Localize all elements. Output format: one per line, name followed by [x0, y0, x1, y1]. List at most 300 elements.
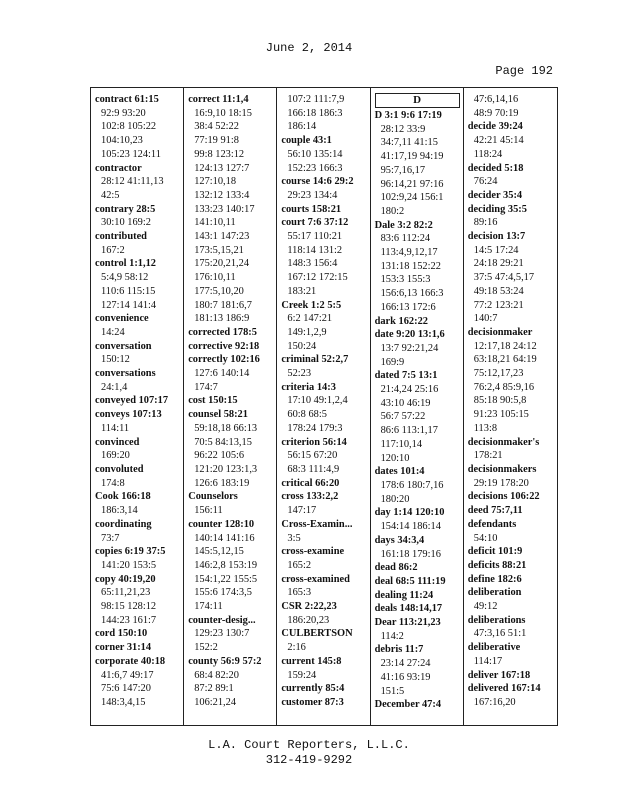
page-line-reference: 49:18 53:24 [473, 285, 524, 297]
index-word: corrected 178:5 [188, 326, 257, 338]
page-line-reference: 177:5,10,20 [194, 285, 244, 297]
page-line-reference: 85:18 90:5,8 [473, 395, 527, 407]
page-line-reference: 91:23 105:15 [473, 409, 529, 421]
index-entry [468, 669, 557, 683]
page-line-reference: 21:4,24 25:16 [380, 384, 439, 396]
page-line-reference: 186:20,23 [287, 614, 330, 626]
index-word: current 145:8 [281, 655, 342, 667]
page-line-reference: 178:24 179:3 [287, 422, 343, 434]
page-line-reference: 146:2,8 153:19 [194, 559, 258, 571]
page-line-reference: 42:21 45:14 [473, 135, 524, 147]
page-line-reference: 132:12 133:4 [194, 189, 250, 201]
page-line-reference: 52:23 [287, 368, 312, 380]
page-line-reference: 180:20 [380, 493, 410, 505]
page-line-reference: 166:18 186:3 [287, 107, 343, 119]
index-entry [95, 203, 183, 230]
index-word: Cook 166:18 [95, 491, 151, 503]
page-line-reference: 92:9 93:20 [101, 107, 146, 119]
page-line-reference: 148:3 156:4 [287, 258, 338, 270]
index-entry [281, 175, 369, 202]
index-entry [468, 518, 557, 545]
index-word: conversation [95, 340, 152, 352]
page-line-reference: 95:7,16,17 [380, 164, 426, 176]
index-column-3 [277, 88, 370, 725]
index-word: deals 148:14,17 [374, 603, 443, 615]
index-word: Dear 113:21,23 [374, 617, 441, 629]
index-word: days 34:3,4 [374, 534, 425, 546]
index-word: county 56:9 57:2 [188, 655, 262, 667]
page-line-reference: 63:18,21 64:19 [473, 354, 537, 366]
page-line-reference: 16:9,10 18:15 [194, 107, 252, 119]
index-word: corner 31:14 [95, 642, 152, 654]
index-word: conveyed 107:17 [95, 395, 169, 407]
index-entry [468, 545, 557, 559]
index-entry [95, 394, 183, 408]
page-line-reference: 68:4 82:20 [194, 669, 239, 681]
index-word: course 14:6 29:2 [281, 176, 354, 188]
page-line-reference: 5:4,9 58:12 [101, 272, 149, 284]
page-line-reference: 113:8 [473, 422, 498, 434]
index-word: dealing 11:24 [374, 589, 434, 601]
page-line-reference: 114:2 [380, 630, 404, 642]
index-word: criterion 56:14 [281, 436, 347, 448]
index-word: cross-examined [281, 573, 350, 585]
index-entry [468, 162, 557, 189]
page-line-reference: 77:19 91:8 [194, 135, 239, 147]
page-line-reference: 87:2 89:1 [194, 683, 234, 695]
page-line-reference: 86:6 113:1,17 [380, 425, 438, 437]
index-word: couple 43:1 [281, 135, 332, 147]
index-word: conveys 107:13 [95, 409, 162, 421]
index-entry [281, 436, 369, 477]
page-line-reference: 99:8 123:12 [194, 148, 245, 160]
page-line-reference: 96:14,21 97:16 [380, 178, 444, 190]
index-entry [95, 463, 183, 490]
page-line-reference: 23:14 27:24 [380, 658, 431, 670]
page-line-reference: 159:24 [287, 669, 317, 681]
index-entry [188, 518, 276, 614]
page-line-reference: 186:3,14 [101, 505, 138, 517]
page-line-reference: 167:12 172:15 [287, 272, 348, 284]
page-line-reference: 183:21 [287, 285, 317, 297]
index-entry [375, 315, 463, 329]
index-word: coordinating [95, 518, 152, 530]
index-entry [281, 696, 369, 710]
page-line-reference: 48:9 70:19 [473, 107, 519, 119]
index-entry [95, 230, 183, 257]
page-line-reference: 28:12 41:11,13 [101, 176, 164, 188]
index-entry [375, 698, 463, 712]
page-line-reference: 167:2 [101, 244, 125, 256]
index-entry [281, 682, 369, 696]
index-entry [281, 93, 369, 134]
index-entry [188, 353, 276, 394]
page-line-reference: 133:23 140:17 [194, 203, 255, 215]
page-number: Page 192 [495, 64, 553, 78]
index-word: courts 158:21 [281, 203, 342, 215]
index-entry [375, 643, 463, 698]
index-entry [95, 490, 183, 517]
index-column-5 [464, 88, 557, 725]
index-entry [95, 340, 183, 367]
index-word: define 182:6 [467, 573, 522, 585]
index-word: decisionmakers [467, 463, 537, 475]
page-line-reference: 77:2 123:21 [473, 299, 524, 311]
page-line-reference: 37:5 47:4,5,17 [473, 272, 535, 284]
index-entry [95, 436, 183, 463]
index-word: court 7:6 37:12 [281, 217, 349, 229]
index-word: counter 128:10 [188, 518, 255, 530]
index-word: defendants [467, 518, 517, 530]
page-line-reference: 14:5 17:24 [473, 244, 519, 256]
index-entry [281, 134, 369, 175]
index-word: deliberation [467, 587, 522, 599]
page-line-reference: 75:6 147:20 [101, 683, 151, 695]
index-word: cross 133:2,2 [281, 491, 339, 503]
index-entry [375, 616, 463, 643]
index-word: date 9:20 13:1,6 [374, 329, 445, 341]
page-line-reference: 60:8 68:5 [287, 409, 327, 421]
index-entry [281, 518, 369, 545]
page-line-reference: 113:4,9,12,17 [380, 247, 438, 259]
index-word: D 3:1 9:6 17:19 [374, 110, 442, 121]
page-line-reference: 129:23 130:7 [194, 628, 250, 640]
index-entry [375, 109, 463, 219]
index-word: convinced [95, 436, 140, 448]
index-entry [95, 367, 183, 394]
reporter-company: L.A. Court Reporters, L.L.C. [208, 738, 410, 752]
page-line-reference: 156:11 [194, 505, 223, 517]
index-word: decisionmaker's [467, 436, 540, 448]
page-line-reference: 76:2,4 85:9,16 [473, 381, 535, 393]
index-word: decision 13:7 [467, 231, 526, 243]
index-entry [281, 545, 369, 572]
index-entry [95, 518, 183, 545]
footer [0, 738, 618, 768]
page-line-reference: 120:10 [380, 452, 410, 464]
index-entry [281, 381, 369, 436]
index-entry [468, 189, 557, 203]
page-line-reference: 29:19 178:20 [473, 477, 529, 489]
index-entry [281, 600, 369, 627]
index-entry [375, 506, 463, 533]
page-line-reference: 124:13 127:7 [194, 162, 250, 174]
page-line-reference: 106:21,24 [194, 696, 237, 708]
index-entry [375, 219, 463, 315]
index-word: conversations [95, 368, 156, 380]
index-entry [281, 299, 369, 354]
page-line-reference: 186:14 [287, 121, 317, 133]
page-line-reference: 38:4 52:22 [194, 121, 239, 133]
reporter-phone: 312-419-9292 [265, 753, 353, 767]
page-line-reference: 144:23 161:7 [101, 614, 157, 626]
index-entry [468, 230, 557, 326]
page-line-reference: 102:8 105:22 [101, 121, 157, 133]
page-line-reference: 59:18,18 66:13 [194, 422, 258, 434]
index-word: CULBERTSON [281, 628, 353, 640]
index-entry [375, 589, 463, 603]
page-line-reference: 143:1 147:23 [194, 231, 250, 243]
page-line-reference: 17:10 49:1,2,4 [287, 395, 348, 407]
index-word: criteria 14:3 [281, 381, 336, 393]
index-word: cord 150:10 [95, 628, 148, 640]
index-entry [188, 490, 276, 517]
page-line-reference: 43:10 46:19 [380, 397, 431, 409]
index-entry [95, 641, 183, 655]
index-entry [95, 162, 183, 203]
index-word: Cross-Examin... [281, 518, 353, 530]
page-line-reference: 131:18 152:22 [380, 260, 441, 272]
page-line-reference: 140:14 141:16 [194, 532, 255, 544]
index-word: cost 150:15 [188, 395, 238, 407]
index-word: deal 68:5 111:19 [374, 575, 446, 587]
page-line-reference: 153:3 155:3 [380, 274, 431, 286]
index-word: dated 7:5 13:1 [374, 370, 438, 382]
page-line-reference: 167:16,20 [473, 696, 516, 708]
page-line-reference: 174:8 [101, 477, 125, 489]
page-line-reference: 41:16 93:19 [380, 671, 431, 683]
page-line-reference: 41:17,19 94:19 [380, 151, 444, 163]
index-word: corrective 92:18 [188, 340, 260, 352]
page-line-reference: 118:24 [473, 148, 503, 160]
index-word: control 1:1,12 [95, 258, 156, 270]
index-column-1 [91, 88, 184, 725]
index-entry [375, 575, 463, 589]
page-line-reference: 70:5 84:13,15 [194, 436, 252, 448]
index-word: deficit 101:9 [467, 546, 523, 558]
index-entry [468, 586, 557, 613]
page-line-reference: 68:3 111:4,9 [287, 463, 340, 475]
index-word: contributed [95, 231, 147, 243]
index-entry [95, 573, 183, 628]
index-word: contrary 28:5 [95, 203, 156, 215]
index-word: copies 6:19 37:5 [95, 546, 166, 558]
page-line-reference: 6:2 147:21 [287, 313, 333, 325]
page-line-reference: 147:17 [287, 505, 317, 517]
page-line-reference: 176:10,11 [194, 272, 236, 284]
page-line-reference: 174:7 [194, 381, 218, 393]
index-word: contractor [95, 162, 142, 174]
word-index-table [90, 87, 558, 726]
page-line-reference: 169:20 [101, 450, 130, 462]
page-line-reference: 41:6,7 49:17 [101, 669, 154, 681]
index-word: Creek 1:2 5:5 [281, 299, 342, 311]
page-line-reference: 76:24 [473, 176, 498, 188]
index-entry [281, 477, 369, 491]
index-entry [281, 216, 369, 298]
index-entry [375, 561, 463, 575]
page-line-reference: 107:2 111:7,9 [287, 94, 345, 105]
index-word: decide 39:24 [467, 121, 523, 133]
page-line-reference: 47:3,16 51:1 [473, 628, 527, 640]
index-entry [281, 353, 369, 380]
page-line-reference: 73:7 [101, 532, 120, 544]
page-line-reference: 55:17 110:21 [287, 231, 343, 243]
index-word: dates 101:4 [374, 466, 425, 478]
index-entry [468, 463, 557, 490]
index-word: dark 162:22 [374, 315, 428, 327]
page-line-reference: 181:13 186:9 [194, 313, 250, 325]
index-entry [468, 641, 557, 668]
index-word: day 1:14 120:10 [374, 507, 445, 519]
index-entry [375, 369, 463, 465]
page-line-reference: 65:11,21,23 [101, 587, 151, 599]
index-entry [281, 490, 369, 517]
index-word: cross-examine [281, 546, 345, 558]
page-line-reference: 156:6,13 166:3 [380, 288, 444, 300]
index-word: convenience [95, 313, 149, 325]
page-line-reference: 151:5 [380, 685, 405, 697]
page-line-reference: 169:9 [380, 356, 405, 368]
index-entry [95, 93, 183, 162]
index-entry [468, 559, 557, 573]
index-word: decider 35:4 [467, 189, 523, 201]
page-line-reference: 161:18 179:16 [380, 548, 441, 560]
index-entry [95, 257, 183, 312]
index-entry [281, 655, 369, 682]
page-line-reference: 154:14 186:14 [380, 521, 441, 533]
page-line-reference: 174:11 [194, 601, 223, 613]
page-line-reference: 104:10,23 [101, 135, 143, 147]
index-word: decided 5:18 [467, 162, 524, 174]
page-line-reference: 118:14 131:2 [287, 244, 343, 256]
index-column-2 [184, 88, 277, 725]
page-line-reference: 140:7 [473, 313, 498, 325]
index-entry [188, 614, 276, 655]
page-line-reference: 98:15 128:12 [101, 601, 157, 613]
index-word: currently 85:4 [281, 683, 345, 695]
index-entry [468, 93, 557, 120]
page-line-reference: 141:10,11 [194, 217, 236, 229]
page-line-reference: 114:11 [101, 422, 130, 434]
index-word: contract 61:15 [95, 94, 159, 105]
page-line-reference: 180:2 [380, 205, 405, 217]
index-word: correct 11:1,4 [188, 94, 249, 105]
index-entry [375, 328, 463, 369]
page-line-reference: 96:22 105:6 [194, 450, 245, 462]
page-line-reference: 178:21 [473, 450, 503, 462]
index-entry [95, 627, 183, 641]
page-line-reference: 150:12 [101, 354, 130, 366]
page-line-reference: 54:10 [473, 532, 498, 544]
index-entry [468, 436, 557, 463]
index-word: decisions 106:22 [467, 491, 540, 503]
index-entry [468, 490, 557, 504]
page-line-reference: 102:9,24 156:1 [380, 192, 444, 204]
index-word: convoluted [95, 463, 144, 475]
page-line-reference: 152:2 [194, 642, 218, 654]
page-line-reference: 105:23 124:11 [101, 148, 161, 160]
page-line-reference: 30:10 169:2 [101, 217, 151, 229]
index-word: counter-desig... [188, 614, 256, 626]
page-line-reference: 121:20 123:1,3 [194, 463, 258, 475]
page-line-reference: 89:16 [473, 217, 498, 229]
index-entry [468, 682, 557, 709]
index-entry [375, 465, 463, 506]
index-word: deed 75:7,11 [467, 505, 523, 517]
index-word: debris 11:7 [374, 644, 424, 656]
page-line-reference: 148:3,4,15 [101, 696, 146, 708]
index-word: correctly 102:16 [188, 354, 260, 366]
index-entry [468, 504, 557, 518]
page-line-reference: 165:3 [287, 587, 312, 599]
page-line-reference: 110:6 115:15 [101, 285, 156, 297]
index-entry [468, 120, 557, 161]
page-line-reference: 2:16 [287, 642, 306, 654]
page-line-reference: 56:7 57:22 [380, 411, 426, 423]
index-word: decisionmaker [467, 326, 533, 338]
index-word: December 47:4 [374, 699, 442, 711]
page-line-reference: 127:10,18 [194, 176, 237, 188]
index-entry [468, 573, 557, 587]
index-entry [188, 655, 276, 710]
page-line-reference: 149:1,2,9 [287, 326, 327, 338]
index-entry [281, 627, 369, 654]
index-entry [468, 326, 557, 436]
index-entry [375, 602, 463, 616]
page-line-reference: 42:5 [101, 189, 120, 201]
index-word: deliberative [467, 642, 521, 654]
page-line-reference: 83:6 112:24 [380, 233, 431, 245]
page-line-reference: 127:6 140:14 [194, 368, 250, 380]
index-entry [188, 408, 276, 490]
page-line-reference: 114:17 [473, 655, 503, 667]
index-entry [188, 340, 276, 354]
page-line-reference: 3:5 [287, 532, 301, 544]
index-entry [188, 394, 276, 408]
page-line-reference: 117:10,14 [380, 438, 423, 450]
page-line-reference: 29:23 134:4 [287, 189, 338, 201]
page-line-reference: 152:23 166:3 [287, 162, 343, 174]
index-word: customer 87:3 [281, 696, 344, 708]
page-line-reference: 154:1,22 155:5 [194, 573, 258, 585]
index-entry [188, 326, 276, 340]
index-entry [281, 203, 369, 217]
index-word: critical 66:20 [281, 477, 340, 489]
page-line-reference: 13:7 92:21,24 [380, 342, 439, 354]
page-line-reference: 56:10 135:14 [287, 148, 343, 160]
index-word: deficits 88:21 [467, 559, 527, 571]
index-column-4 [371, 88, 464, 725]
index-word: criminal 52:2,7 [281, 354, 349, 366]
page-line-reference: 166:13 172:6 [380, 301, 436, 313]
index-entry [468, 614, 557, 641]
page-line-reference: 24:18 29:21 [473, 258, 524, 270]
page-line-reference: 12:17,18 24:12 [473, 340, 537, 352]
index-word: dead 86:2 [374, 562, 418, 574]
page-line-reference: 141:20 153:5 [101, 559, 157, 571]
transcript-date: June 2, 2014 [265, 41, 353, 55]
page-line-reference: 145:5,12,15 [194, 546, 244, 558]
page-line-reference: 150:24 [287, 340, 317, 352]
section-letter-heading: D [375, 93, 460, 108]
page-line-reference: 175:20,21,24 [194, 258, 250, 270]
page-line-reference: 28:12 33:9 [380, 123, 426, 135]
page-line-reference: 173:5,15,21 [194, 244, 244, 256]
index-entry [188, 93, 276, 326]
index-word: Counselors [188, 491, 238, 503]
index-entry [375, 534, 463, 561]
page-line-reference: 24:1,4 [101, 381, 128, 393]
index-entry [281, 573, 369, 600]
index-word: CSR 2:22,23 [281, 601, 337, 613]
index-word: deciding 35:5 [467, 203, 527, 215]
index-word: Dale 3:2 82:2 [374, 219, 433, 231]
page-line-reference: 127:14 141:4 [101, 299, 157, 311]
page-line-reference: 75:12,17,23 [473, 368, 524, 380]
page-line-reference: 126:6 183:19 [194, 477, 250, 489]
page-line-reference: 155:6 174:3,5 [194, 587, 252, 599]
